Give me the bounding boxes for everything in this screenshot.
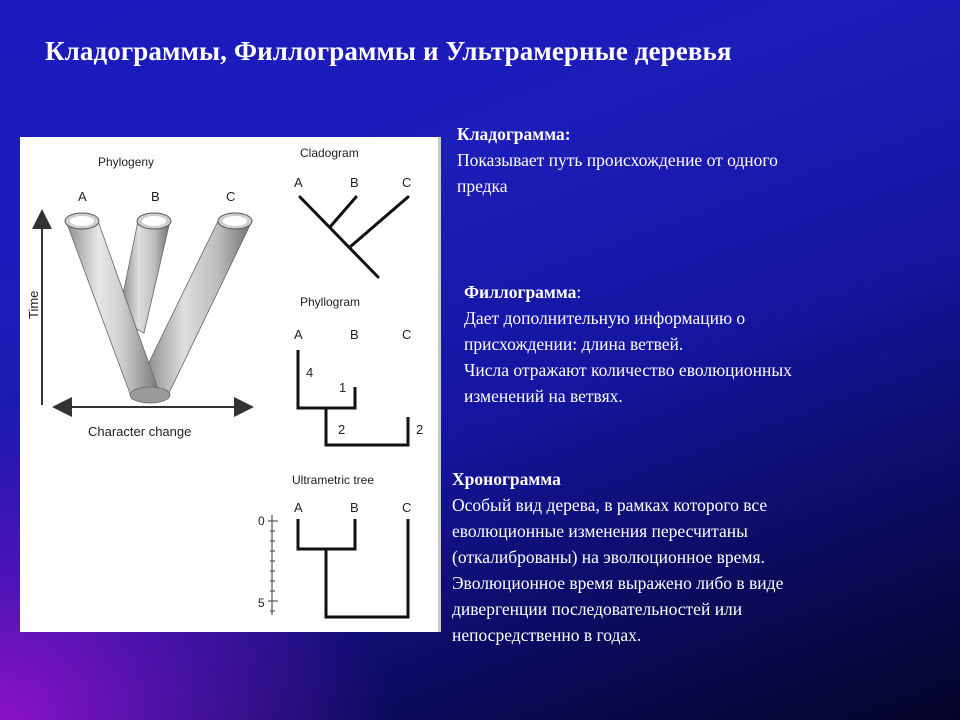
phylogeny-taxon-c: C [226,189,236,204]
phyllogram-heading-colon: : [576,282,582,302]
phyllogram-taxon-b: B [350,327,359,342]
chronogram-heading: Хронограмма [452,469,561,489]
tree-types-illustration [20,137,438,632]
cladogram-title: Cladogram [300,146,359,160]
ultrametric-scale-tick-5: 5 [258,596,265,610]
phylogeny-tubes [65,213,252,403]
tree-types-figure [20,137,441,632]
phyllogram-heading: Филлограмма [464,282,577,302]
chronogram-line-1: Особый вид дерева, в рамках которого все [452,495,768,515]
cladogram-taxon-b: B [350,175,359,190]
cladogram-heading: Кладограмма: [457,124,571,144]
phylogeny-taxon-b: B [151,189,160,204]
phyllogram-branch-label-b: 1 [339,380,347,395]
ultrametric-scale-tick-0: 0 [258,514,265,528]
phyllogram-taxon-a: A [294,327,303,342]
cladogram-taxon-a: A [294,175,303,190]
character-change-axis-label: Character change [88,424,192,439]
phyllogram-line-2: присхождении: длина ветвей. [464,334,684,354]
chronogram-line-4: Эволюционное время выражено либо в виде [452,573,784,593]
cladogram-line-2: предка [457,176,508,196]
chronogram-description [452,466,912,648]
time-axis-label: Time [26,290,41,319]
chronogram-line-3: (откалиброваны) на эволюционное время. [452,547,765,567]
cladogram-description [457,121,897,199]
phylogeny-taxa [78,189,235,204]
phyllogram-heading-row [464,279,904,305]
phyllogram-line-1: Дает дополнительную информацию о [464,308,746,328]
phyllogram-branch-label-inner: 2 [338,422,346,437]
phyllogram-taxon-c: C [402,327,412,342]
ultrametric-taxon-b: B [350,500,359,515]
phylogeny-taxon-a: A [78,189,87,204]
ultrametric-scale [268,515,278,615]
phyllogram-title: Phyllogram [300,295,361,309]
cladogram-line-1: Показывает путь происхождение от одного [457,150,778,170]
phylogeny-title: Phylogeny [98,155,155,169]
cladogram-tree [300,197,408,277]
ultrametric-taxon-a: A [294,500,303,515]
cladogram-taxon-c: C [402,175,412,190]
chronogram-line-5: дивергенции последовательностей или [452,599,743,619]
phyllogram-tree [298,350,408,445]
phyllogram-description [464,279,904,409]
phyllogram-line-4: изменений на ветвях. [464,386,623,406]
slide-title: Кладограммы, Филлограммы и Ультрамерные деревья [45,36,732,66]
ultrametric-taxon-c: C [402,500,412,515]
chronogram-line-2: еволюционные изменения пересчитаны [452,521,748,541]
phyllogram-line-3: Числа отражают количество еволюционных [464,360,792,380]
phyllogram-branch-label-a: 4 [306,365,314,380]
ultrametric-title: Ultrametric tree [292,473,375,487]
ultrametric-tree [298,519,408,617]
phyllogram-branch-label-c: 2 [416,422,424,437]
chronogram-line-6: непосредственно в годах. [452,625,642,645]
